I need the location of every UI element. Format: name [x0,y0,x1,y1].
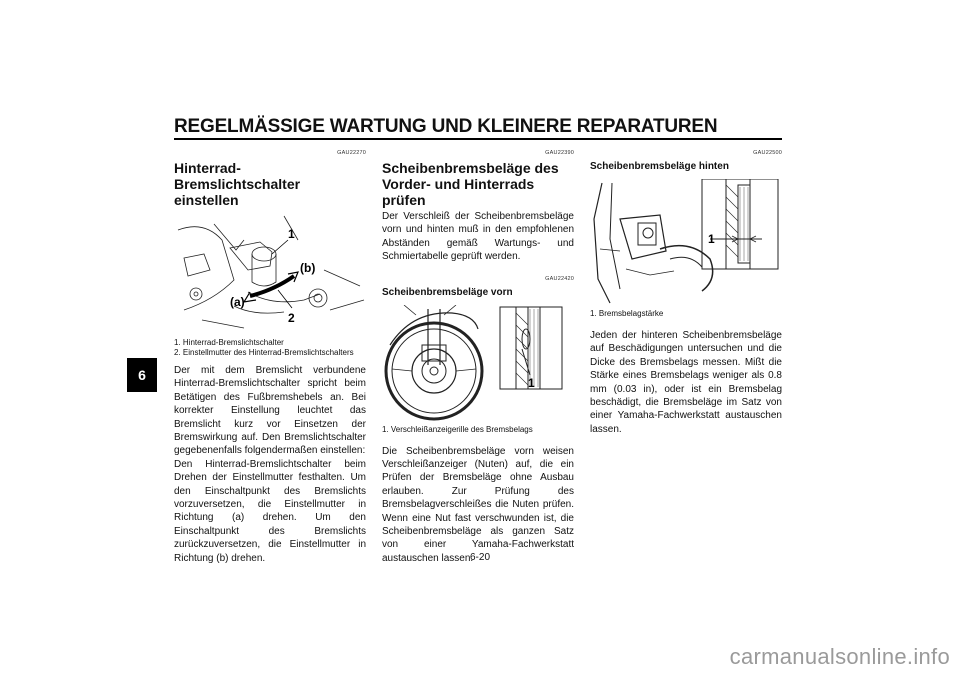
header-rule [174,138,782,140]
subsection-heading: Scheibenbremsbeläge hinten [590,161,729,172]
rear-caliper-drawing [590,179,782,307]
figure-label-2: 2 [288,311,295,325]
front-brake-figure [382,305,574,423]
column-front-brake-pads [382,150,574,565]
brake-light-switch-figure [174,210,366,336]
page-number: 6-20 [469,552,490,563]
figure-label-b: (b) [300,261,316,275]
figure-label-a: (a) [230,295,245,309]
figure-label-1: 1 [528,375,535,390]
section-heading: Hinterrad-Bremslichtschalter einstellen [174,160,301,208]
brake-light-switch-drawing [174,210,366,336]
caption-item: 1. Verschleißanzeigerille des Bremsbelags [382,424,533,434]
figure-label-1: 1 [288,227,295,241]
subsection-code: GAU22420 [545,275,574,282]
body-text: Der mit dem Bremslicht verbundene Hinterrad-Bremslichtschalter spricht beim Betätigen des Fußbremshebels an. Bei korrekter Einstellung leuchtet das Bremslicht kurz vor Einsetzen der Bremswirkung auf. Den Bremslichtschalter gegebenenfalls folgendermaßen einstellen: [174,365,366,457]
body-text: Der Verschleiß der Scheibenbremsbeläge vorn und hinten muß in den empfohlenen Abständen gemäß Wartungs- und Schmiertabelle geprüft werden. [382,211,574,263]
figure-caption [174,338,366,358]
column-brake-light-switch [174,150,366,565]
figure-caption [590,309,782,319]
section-code: GAU22500 [753,150,782,156]
caption-item: 1. Hinterrad-Bremslichtschalter [174,338,284,347]
section-code: GAU22390 [545,150,574,156]
body-text: Die Scheibenbremsbeläge vorn weisen Verschleißanzeiger (Nuten) auf, die ein Prüfen der Bremsbeläge ohne Ausbau erlauben. Zur Prüfung des Bremsbelagverschleißes die Nuten prüfen. Wenn eine Nut fast verschwunden ist, die Scheibenbremsbeläge als ganzen Satz von einer Yamaha-Fachwerkstatt austauschen lassen. [382,445,574,564]
caption-item: 2. Einstellmutter des Hinterrad-Bremslichtschalters [174,348,354,357]
body-text: Jeden der hinteren Scheibenbremsbeläge auf Beschädigungen untersuchen und die Dicke des Bremsbelags messen. Mißt die Stärke eines Bremsbelags weniger als 0.8 mm (0.03 in), oder ist ein Bremsbelag beschädigt, die Bremsbeläge im Satz von einer Yamaha-Fachwerkstatt austauschen lassen. [590,330,782,435]
figure-caption [382,425,574,435]
column-rear-brake-pads [590,150,782,436]
watermark-text: carmanualsonline.info [729,644,950,669]
chapter-tab: 6 [127,358,157,392]
page-title: REGELMÄSSIGE WARTUNG UND KLEINERE REPARATUREN [174,116,718,137]
body-text: Den Hinterrad-Bremslichtschalter beim Drehen der Einstellmutter festhalten. Um den Einschaltpunkt des Bremslichts vorzuversetzen, die Einstellmutter in Richtung (a) drehen. Um den Einschaltpunkt des Bremslichts zurückzuversetzen, die Einstellmutter in Richtung (b) drehen. [174,458,366,564]
subsection-heading: Scheibenbremsbeläge vorn [382,286,513,298]
figure-label-1: 1 [708,232,715,246]
section-code: GAU22270 [337,150,366,156]
caption-item: 1. Bremsbelagstärke [590,309,664,318]
front-wheel-drawing [382,305,574,423]
rear-brake-figure [590,179,782,307]
section-heading: Scheibenbremsbeläge des Vorder- und Hinterrads prüfen [382,160,559,208]
